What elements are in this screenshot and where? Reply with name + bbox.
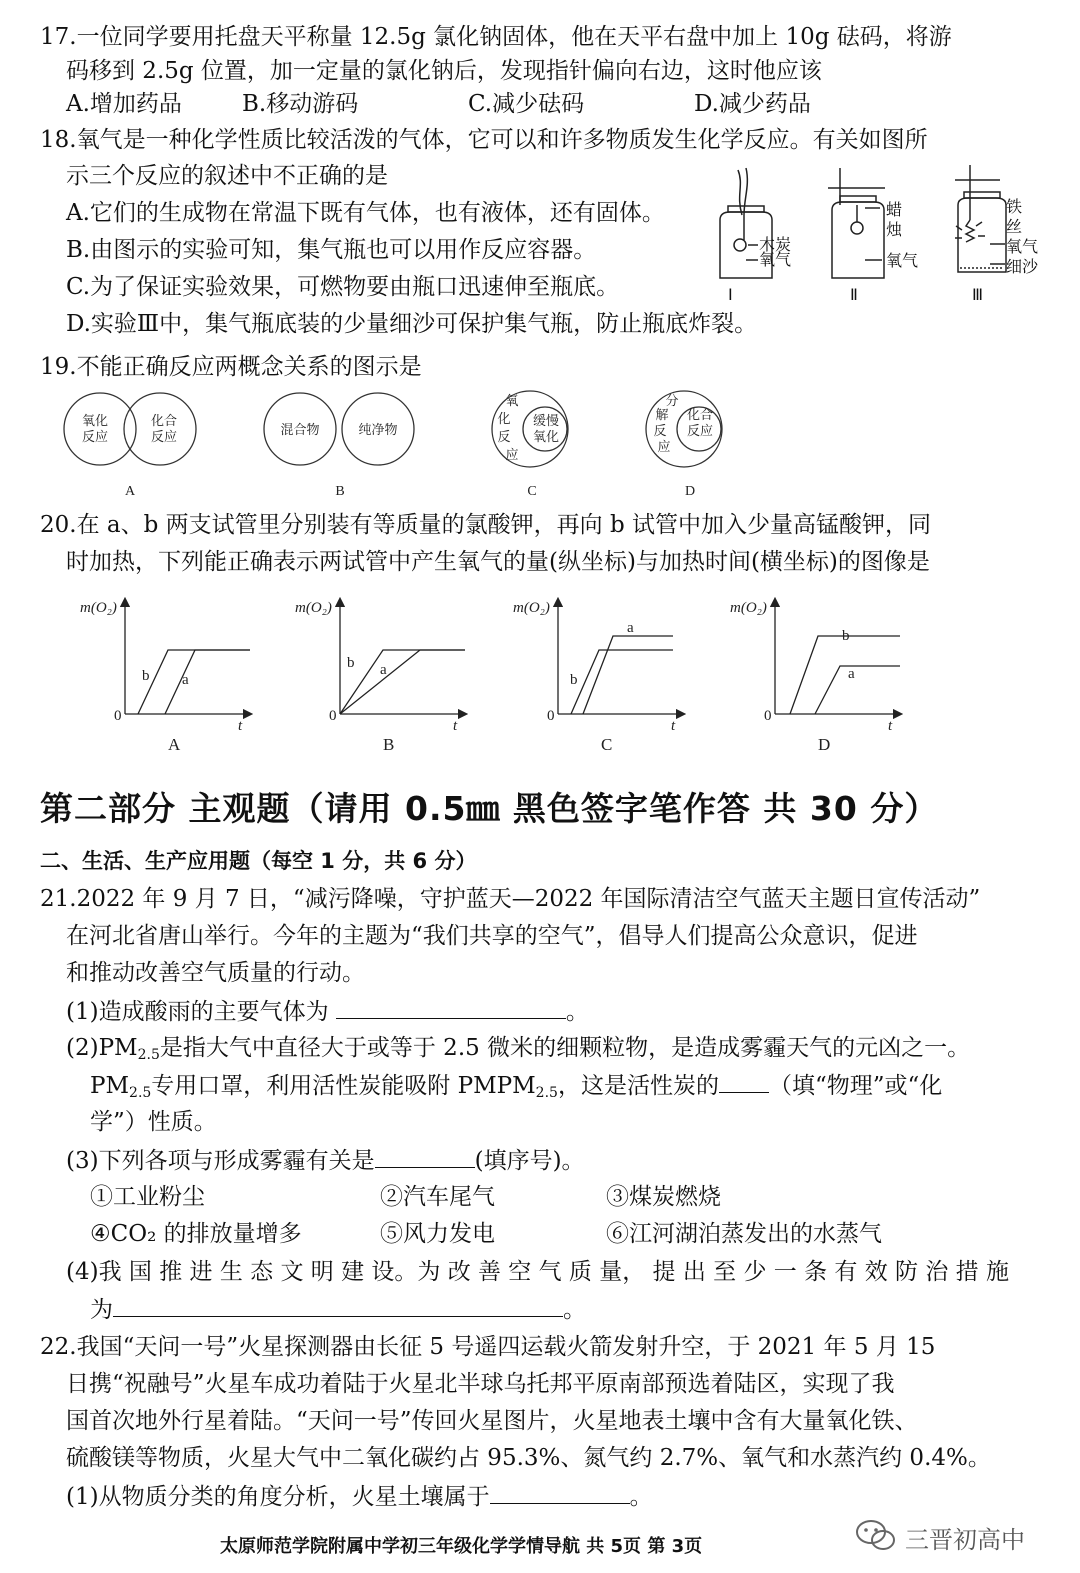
q21-part4-wei: 为 <box>90 1297 113 1323</box>
item-1: ①工业粉尘 <box>90 1184 205 1210</box>
diagram-c-outer-2: 化 <box>497 412 511 427</box>
diagram-d-outer-4: 应 <box>657 440 671 455</box>
q21-part1-end: 。 <box>565 999 589 1025</box>
diagram-b-letter: B <box>335 484 345 499</box>
jar-2 <box>828 168 885 278</box>
diagram-d-outer-1: 分 <box>665 394 679 409</box>
diagram-d-inner-1: 化合 <box>686 408 714 423</box>
diagram-d-outer-3: 反 <box>653 424 667 439</box>
q18-option-b: B.由图示的实验可知，集气瓶也可以用作反应容器。 <box>66 237 597 263</box>
watermark-text: 三晋初高中 <box>905 1526 1025 1554</box>
diagram-c-inner-1: 缓慢 <box>532 414 560 429</box>
graph-B-label-a: a <box>380 662 387 678</box>
item-4: ④CO₂ 的排放量增多 <box>90 1221 302 1247</box>
diagram-c-inner-2: 氧化 <box>532 430 560 445</box>
jar3-label-iron-2: 丝 <box>1006 217 1023 236</box>
q21-answer-3[interactable] <box>375 1145 475 1168</box>
q22-part1 <box>66 1481 653 1512</box>
jar1-label-oxygen: 氧气 <box>759 250 792 269</box>
q21-line1: 21.2022 年 9 月 7 日，“减污降噪，守护蓝天—2022 年国际清洁空气蓝天主题日宣传活动” <box>40 886 981 912</box>
q21-line2: 在河北省唐山举行。今年的主题为“我们共享的空气”，倡导人们提高公众意识，促进 <box>66 923 918 949</box>
q17-line2: 码移到 2.5g 位置，加一定量的氯化钠后，发现指针偏向右边，这时他应该 <box>66 58 822 84</box>
q21-part3 <box>66 1145 585 1176</box>
q17-options <box>66 89 811 119</box>
part2-title: 第二部分 主观题（请用 0.5㎜ 黑色签字笔作答 共 30 分） <box>40 789 939 828</box>
graph-C-label-a: a <box>627 620 634 636</box>
q21-part4-end: 。 <box>563 1297 586 1323</box>
q21-items-row2 <box>90 1219 882 1249</box>
pm-subscript-3: 2.5 <box>535 1085 558 1101</box>
graph-D-series-a <box>815 666 900 714</box>
jar3-label-sand: 细沙 <box>1006 257 1039 276</box>
graph-B-y-label: m(O₂) <box>295 600 332 616</box>
q21-pm: (2)PM <box>66 1035 138 1061</box>
graph-B-origin: 0 <box>329 708 337 724</box>
caption-2: Ⅱ <box>850 285 858 304</box>
q21-part2-text-2: 专用口罩，利用活性炭能吸附 PM <box>151 1073 497 1099</box>
graph-D-x-label: t <box>888 718 893 734</box>
q22-line1: 22.我国“天问一号”火星探测器由长征 5 号遥四运载火箭发射升空，于 2021 年 5 月 15 <box>40 1334 936 1360</box>
q17-option-d: D.减少药品 <box>694 91 811 117</box>
q20-graphs <box>70 592 920 762</box>
oxygen-reactions-figure <box>700 160 1060 310</box>
q21-pm-3: PM <box>496 1073 536 1099</box>
graph-C-y-label: m(O₂) <box>513 600 550 616</box>
graph-D-label-b: b <box>842 628 850 644</box>
q21-part4: (4)我 国 推 进 生 态 文 明 建 设。为 改 善 空 气 质 量， 提 出 至 少 一 条 有 效 防 治 措 施 <box>66 1259 1009 1285</box>
graph-A-origin: 0 <box>114 708 122 724</box>
q21-part1 <box>66 996 589 1027</box>
q21-part3-text: (3)下列各项与形成雾霾有关是 <box>66 1148 375 1174</box>
jar2-label-oxygen: 氧气 <box>886 251 919 270</box>
graph-B-series-a <box>340 650 465 714</box>
q21-answer-2[interactable] <box>719 1070 769 1093</box>
graph-C-series-a <box>583 636 673 714</box>
diagram-b-left: 混合物 <box>280 423 320 438</box>
q17-option-c: C.减少砝码 <box>468 91 585 117</box>
q17-option-b: B.移动游码 <box>242 91 359 117</box>
q19-line1: 19.不能正确反应两概念关系的图示是 <box>40 354 422 380</box>
q21-part2-text-4: （填“物理”或“化 <box>768 1073 943 1099</box>
graph-A-label-b: b <box>142 668 150 684</box>
graph-C-letter: C <box>601 735 613 754</box>
diagram-b-right: 纯净物 <box>358 423 398 438</box>
q21-items-row1 <box>90 1182 721 1212</box>
page-footer: 太原师范学院附属中学初三年级化学学情导航 共 5页 第 3页 <box>220 1536 703 1557</box>
diagram-a-right-2: 反应 <box>150 430 178 445</box>
jar3-label-iron-1: 铁 <box>1006 197 1023 216</box>
q18-option-a: A.它们的生成物在常温下既有气体，也有液体，还有固体。 <box>66 200 665 226</box>
q21-part2b <box>90 1070 942 1108</box>
diagram-a-right-1: 化合 <box>150 414 178 429</box>
q21-part1-text: (1)造成酸雨的主要气体为 <box>66 999 329 1025</box>
concept-diagrams <box>60 385 740 505</box>
diagram-d-inner-2: 反应 <box>686 424 714 439</box>
q22-line4: 硫酸镁等物质，火星大气中二氧化碳约占 95.3%、氮气约 2.7%、氧气和水蒸汽约 0.4%。 <box>66 1445 991 1471</box>
graph-D-origin: 0 <box>764 708 772 724</box>
pm-subscript-2: 2.5 <box>129 1085 152 1101</box>
q21-part2a <box>66 1033 970 1070</box>
graph-D-y-label: m(O₂) <box>730 600 767 616</box>
graph-A-series-a <box>165 650 250 714</box>
graph-A-y-label: m(O₂) <box>80 600 117 616</box>
diagram-c-outer-3: 反 <box>497 430 511 445</box>
graph-D-label-a: a <box>848 666 855 682</box>
caption-1: Ⅰ <box>728 285 733 304</box>
q22-part1-end: 。 <box>629 1484 653 1510</box>
diagram-c-outer-4: 应 <box>505 448 519 463</box>
q21-answer-4[interactable] <box>113 1294 563 1317</box>
jar2-label-candle-1: 蜡 <box>886 200 903 219</box>
wechat-icon <box>855 1518 897 1552</box>
q22-line2: 日携“祝融号”火星车成功着陆于火星北半球乌托邦平原南部预选着陆区，实现了我 <box>66 1371 895 1397</box>
diagram-c-letter: C <box>527 484 537 499</box>
q21-part3-end: (填序号)。 <box>474 1148 585 1174</box>
graph-C-origin: 0 <box>547 708 555 724</box>
graph-B-label-b: b <box>347 655 355 671</box>
graph-A-label-a: a <box>182 672 189 688</box>
graph-A-series-b <box>138 650 250 714</box>
jar3-label-oxygen: 氧气 <box>1006 237 1039 256</box>
caption-3: Ⅲ <box>972 285 984 304</box>
graph-D-series-b <box>790 636 900 714</box>
item-6: ⑥江河湖泊蒸发出的水蒸气 <box>606 1221 882 1247</box>
item-3: ③煤炭燃烧 <box>606 1184 721 1210</box>
q18-line1: 18.氧气是一种化学性质比较活泼的气体，它可以和许多物质发生化学反应。有关如图所 <box>40 127 928 153</box>
graph-C-x-label: t <box>671 718 676 734</box>
graph-B-series-b <box>340 650 465 714</box>
q20-line2: 时加热，下列能正确表示两试管中产生氧气的量(纵坐标)与加热时间(横坐标)的图像是 <box>66 549 930 575</box>
graph-B-x-label: t <box>453 718 458 734</box>
q17-line1: 17.一位同学要用托盘天平称量 12.5g 氯化钠固体，他在天平右盘中加上 10g 砝码，将游 <box>40 24 952 50</box>
graph-D-letter: D <box>818 735 831 754</box>
q18-line2: 示三个反应的叙述中不正确的是 <box>66 163 388 189</box>
graph-B-letter: B <box>383 735 395 754</box>
graph-A-x-label: t <box>238 718 243 734</box>
q22-answer-1[interactable] <box>490 1481 630 1504</box>
jar2-label-candle-2: 烛 <box>886 220 903 239</box>
q21-part2-text-3: ，这是活性炭的 <box>557 1073 719 1099</box>
diagram-d-outer-2: 解 <box>655 408 669 423</box>
q20-line1: 20.在 a、b 两支试管里分别装有等质量的氯酸钾，再向 b 试管中加入少量高锰酸钾，同 <box>40 512 931 538</box>
q18-option-c: C.为了保证实验效果，可燃物要由瓶口迅速伸至瓶底。 <box>66 274 620 300</box>
q22-line3: 国首次地外行星着陆。“天问一号”传回火星图片，火星地表土壤中含有大量氧化铁、 <box>66 1408 918 1434</box>
q21-line3: 和推动改善空气质量的行动。 <box>66 960 365 986</box>
q21-part2-text: 是指大气中直径大于或等于 2.5 微米的细颗粒物，是造成雾霾天气的元凶之一。 <box>159 1035 971 1061</box>
jar1-label-charcoal: 木炭 <box>759 235 792 254</box>
item-5: ⑤风力发电 <box>380 1221 495 1247</box>
item-2: ②汽车尾气 <box>380 1184 495 1210</box>
diagram-c-outer-1: 氧 <box>505 394 519 409</box>
q18-option-d: D.实验Ⅲ中，集气瓶底装的少量细沙可保护集气瓶，防止瓶底炸裂。 <box>66 311 758 337</box>
q21-part2c: 学”）性质。 <box>90 1109 217 1135</box>
diagram-a-letter: A <box>124 484 136 499</box>
q21-part4b <box>90 1294 586 1325</box>
diagram-d-letter: D <box>684 484 696 499</box>
jar-3 <box>955 165 1006 272</box>
diagram-a-left-1: 氧化 <box>81 414 109 429</box>
q21-pm-2: PM <box>90 1073 130 1099</box>
q17-option-a: A.增加药品 <box>66 91 182 117</box>
q22-part1-text: (1)从物质分类的角度分析，火星土壤属于 <box>66 1484 490 1510</box>
pm-subscript: 2.5 <box>137 1047 160 1063</box>
graph-A-letter: A <box>168 735 181 754</box>
section2-title: 二、生活、生产应用题（每空 1 分，共 6 分） <box>40 849 477 873</box>
graph-C-label-b: b <box>570 672 578 688</box>
diagram-a-left-2: 反应 <box>81 430 109 445</box>
q21-answer-1[interactable] <box>336 996 566 1019</box>
